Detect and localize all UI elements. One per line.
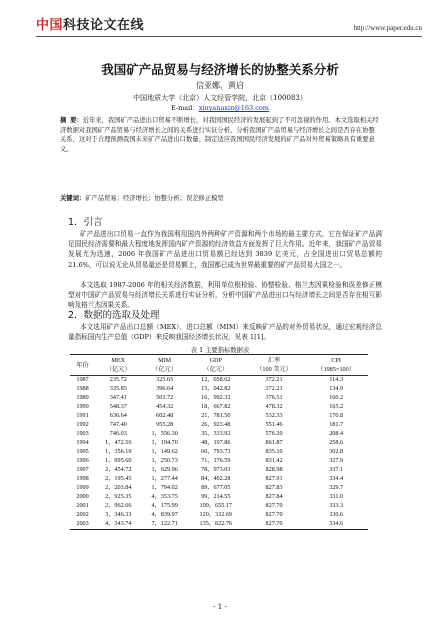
table-row <box>70 376 368 386</box>
table-cell: 165.2 <box>329 403 344 411</box>
keywords-label: 关键词： <box>60 195 86 202</box>
table-row <box>70 520 368 530</box>
table-row <box>70 439 368 448</box>
table-cell: 2，195.45 <box>105 475 132 483</box>
table-cell: 1994 <box>76 439 89 447</box>
table-cell: 3，346.33 <box>105 511 132 519</box>
table-cell: 503.72 <box>156 394 174 402</box>
table-cell: 1987 <box>76 376 89 384</box>
page-header <box>0 0 440 38</box>
table-cell: 331.0 <box>329 493 344 501</box>
table-row <box>70 475 368 484</box>
table-cell: 335.85 <box>109 385 127 393</box>
table-cell: 955.28 <box>156 421 174 429</box>
table-row <box>70 493 368 502</box>
table-cell: 1，794.02 <box>151 484 178 492</box>
column-header: 年份 <box>70 355 95 376</box>
logo-dark-text: 科技论文在线 <box>63 18 145 33</box>
section-heading-intro: 1．引言 <box>68 217 103 228</box>
table-row <box>70 448 368 457</box>
table-cell: 1991 <box>76 412 89 420</box>
table-cell: 602.48 <box>156 412 174 420</box>
table-row <box>70 421 368 430</box>
data-paragraph-1: 本文选用矿产品出口总额（MEX）、进口总额（MIM）来反映矿产品的对外贸易状况，通过宏观经济总量指标国内生产总值（GDP）来反映我国经济增长状况，见表 1[1]。 <box>68 323 382 342</box>
table-cell: 347.41 <box>109 394 127 402</box>
table-cell: 2001 <box>76 502 89 510</box>
paper-authors: 信亚娜，黄启 <box>196 81 244 90</box>
table-row <box>70 394 368 403</box>
table-cell: 2003 <box>70 520 95 530</box>
table-cell: 532.33 <box>265 412 283 420</box>
section-heading-data: 2．数据的选取及处理 <box>68 310 160 321</box>
table-row <box>70 385 368 394</box>
table-cell: 84，402.28 <box>201 475 231 483</box>
table-cell: 15，042.82 <box>201 385 231 393</box>
table-row <box>70 412 368 421</box>
table-cell: 325.65 <box>156 376 174 384</box>
table-cell: 170.8 <box>329 412 344 420</box>
table-cell: 827.91 <box>265 475 283 483</box>
table-caption: 表 1 主要指标数据表 <box>190 347 250 354</box>
table-cell: 828.98 <box>265 466 283 474</box>
table-cell: 1，356.19 <box>105 448 132 456</box>
table-row <box>70 466 368 475</box>
email-link[interactable]: xinyanaxin@163.com <box>198 104 269 112</box>
table-cell: 327.9 <box>329 457 344 465</box>
table-cell: 1995 <box>76 448 89 456</box>
table-cell: 334.6 <box>304 520 368 530</box>
paper-title: 我国矿产品贸易与经济增长的协整关系分析 <box>101 62 339 77</box>
table-cell: 1，472.56 <box>105 439 132 447</box>
table-cell: 78，973.03 <box>201 466 231 474</box>
abstract-text: 近年来，我国矿产品进出口贸易不断增长，对我国国民经济的发展起到了不可忽视的作用。本文选取相关经济数据对我国矿产品贸易与经济增长之间的关系进行实证分析，分析我国矿产品贸易与经济增长之间是否存在协整关系，这对于合理预测我国未来矿产品进出口数量、制定适应我国国民经济发展的矿产品对外贸易策略具有重要意义。 <box>60 117 379 153</box>
table-cell: 827.83 <box>265 484 283 492</box>
indicator-data-table <box>70 354 368 530</box>
table-cell: 548.37 <box>109 403 127 411</box>
table-cell: 329.7 <box>329 484 344 492</box>
table-cell: 302.8 <box>329 448 344 456</box>
table-cell: 334.4 <box>329 475 344 483</box>
table-cell: 576.20 <box>265 430 283 438</box>
table-cell: 333.3 <box>329 502 344 510</box>
table-cell: 16，992.32 <box>201 394 231 402</box>
table-row <box>70 430 368 439</box>
table-cell: 26，923.48 <box>201 421 231 429</box>
abstract <box>60 116 380 154</box>
table-cell: 376.51 <box>265 394 283 402</box>
table-cell: 89，677.05 <box>201 484 231 492</box>
table-cell: 4，839.97 <box>151 511 178 519</box>
table-cell: 2002 <box>76 511 89 519</box>
table-cell: 337.1 <box>329 466 344 474</box>
table-cell: 551.46 <box>265 421 283 429</box>
table-cell: 60，793.73 <box>201 448 231 456</box>
table-cell: 35，333.92 <box>201 430 231 438</box>
table-cell: 208.4 <box>329 430 344 438</box>
table-cell: 1990 <box>76 403 89 411</box>
table-cell: 21，781.50 <box>201 412 231 420</box>
table-cell: 372.21 <box>265 385 283 393</box>
table-cell: 396.64 <box>156 385 174 393</box>
table-cell: 134.9 <box>329 385 344 393</box>
table-row <box>70 403 368 412</box>
abstract-label: 摘 要： <box>60 117 83 124</box>
table-cell: 1，629.96 <box>151 466 178 474</box>
table-cell: 1998 <box>76 475 89 483</box>
column-header: MEX （亿元） <box>95 355 141 376</box>
table-cell: 18，667.82 <box>201 403 231 411</box>
table-cell: 2，925.35 <box>105 493 132 501</box>
page-number: - 1 - <box>213 603 227 611</box>
table-cell: 1，277.44 <box>151 475 178 483</box>
table-cell: 454.32 <box>156 403 174 411</box>
table-cell: 827.70 <box>265 502 283 510</box>
table-cell: 478.32 <box>265 403 283 411</box>
table-cell: 2，962.66 <box>105 502 132 510</box>
table-cell: 7，122.71 <box>141 520 187 530</box>
table-cell: 636.64 <box>109 412 127 420</box>
table-cell: 1，995.60 <box>105 457 132 465</box>
table-cell: 1，194.70 <box>151 439 178 447</box>
intro-paragraph-2: 本文选取 1987-2006 年的相关经济数据，利用单位根检验、协整检验、格兰杰因果检验和误差修正模型对中国矿产品贸易与经济增长关系进行实证分析，分析中国矿产品进出口与经济增长之间是否存在相互影响及格兰杰因果关系。 <box>68 281 382 310</box>
table-cell: 1993 <box>76 430 89 438</box>
table-body <box>70 376 368 530</box>
email-label: E-mail： <box>171 104 199 112</box>
table-row <box>70 457 368 466</box>
table-cell: 4，343.74 <box>95 520 141 530</box>
table-cell: 861.87 <box>265 439 283 447</box>
table-cell: 1992 <box>76 421 89 429</box>
table-row <box>70 502 368 511</box>
table-cell: 827.84 <box>265 493 283 501</box>
table-cell: 235.72 <box>109 376 127 384</box>
keywords <box>60 193 380 202</box>
site-url[interactable]: http://www.paper.edu.cn <box>353 24 422 32</box>
table-cell: 746.03 <box>109 430 127 438</box>
table-cell: 747.40 <box>109 421 127 429</box>
column-header: 汇率 （100 美元） <box>244 355 305 376</box>
table-cell: 258.6 <box>329 439 344 447</box>
table-cell: 4，175.99 <box>151 502 178 510</box>
table-row <box>70 484 368 493</box>
table-cell: 1988 <box>76 385 89 393</box>
table-cell: 1，556.30 <box>151 430 178 438</box>
table-header-row <box>70 355 368 376</box>
table-cell: 12，058.62 <box>201 376 231 384</box>
table-cell: 1，250.73 <box>151 457 178 465</box>
column-header: CPI （1985=100） <box>304 355 368 376</box>
table-cell: 71，176.59 <box>201 457 231 465</box>
table-cell: 330.6 <box>329 511 344 519</box>
table-cell: 109，655.17 <box>199 502 233 510</box>
table-cell: 831.42 <box>265 457 283 465</box>
table-cell: 2，454.72 <box>105 466 132 474</box>
table-cell: 827.70 <box>265 511 283 519</box>
site-logo[interactable] <box>36 14 144 33</box>
table-cell: 827.70 <box>244 520 305 530</box>
keywords-text: 矿产品贸易；经济增长；协整分析；误差修正模型 <box>85 195 224 202</box>
table-cell: 1989 <box>76 394 89 402</box>
header-divider <box>36 36 422 37</box>
intro-paragraph-1: 矿产品进出口贸易一直作为我国利用国内外两种矿产资源和两个市场的最主要方式，它在保证矿产品满足国民经济需要和最大程度地发挥国内矿产资源的经济效益方面发挥了巨大作用。近年来，我国矿产品贸易发展尤为迅速，2006 年我国矿产品进出口贸易额已经达到 3839 亿美元，占全国进出口贸易总额的 21.6%，可以说无论从贸易量还是贸易额上，我国都已成为世界最重要的矿产品贸易大国之一。 <box>68 230 382 269</box>
table-cell: 1，149.62 <box>151 448 178 456</box>
table-cell: 4，353.75 <box>151 493 178 501</box>
table-cell: 2，203.84 <box>105 484 132 492</box>
table-cell: 181.7 <box>329 421 344 429</box>
table-cell: 99，214.55 <box>201 493 231 501</box>
author-email <box>0 103 440 112</box>
table-cell: 1999 <box>76 484 89 492</box>
table-cell: 1996 <box>76 457 89 465</box>
table-cell: 160.2 <box>329 394 344 402</box>
table-cell: 114.3 <box>329 376 344 384</box>
column-header: GDP （亿元） <box>188 355 244 376</box>
table-cell: 135，822.76 <box>188 520 244 530</box>
table-cell: 2000 <box>76 493 89 501</box>
paper-affiliation: 中国地质大学（北京）人文经管学院，北京（100083） <box>133 94 307 102</box>
table-cell: 48，197.86 <box>201 439 231 447</box>
logo-red-text: 中国 <box>36 18 64 33</box>
column-header: MIM （亿元） <box>141 355 187 376</box>
table-cell: 372.21 <box>265 376 283 384</box>
table-cell: 120，332.69 <box>199 511 233 519</box>
table-row <box>70 511 368 520</box>
table-cell: 1997 <box>76 466 89 474</box>
table-cell: 835.10 <box>265 448 283 456</box>
